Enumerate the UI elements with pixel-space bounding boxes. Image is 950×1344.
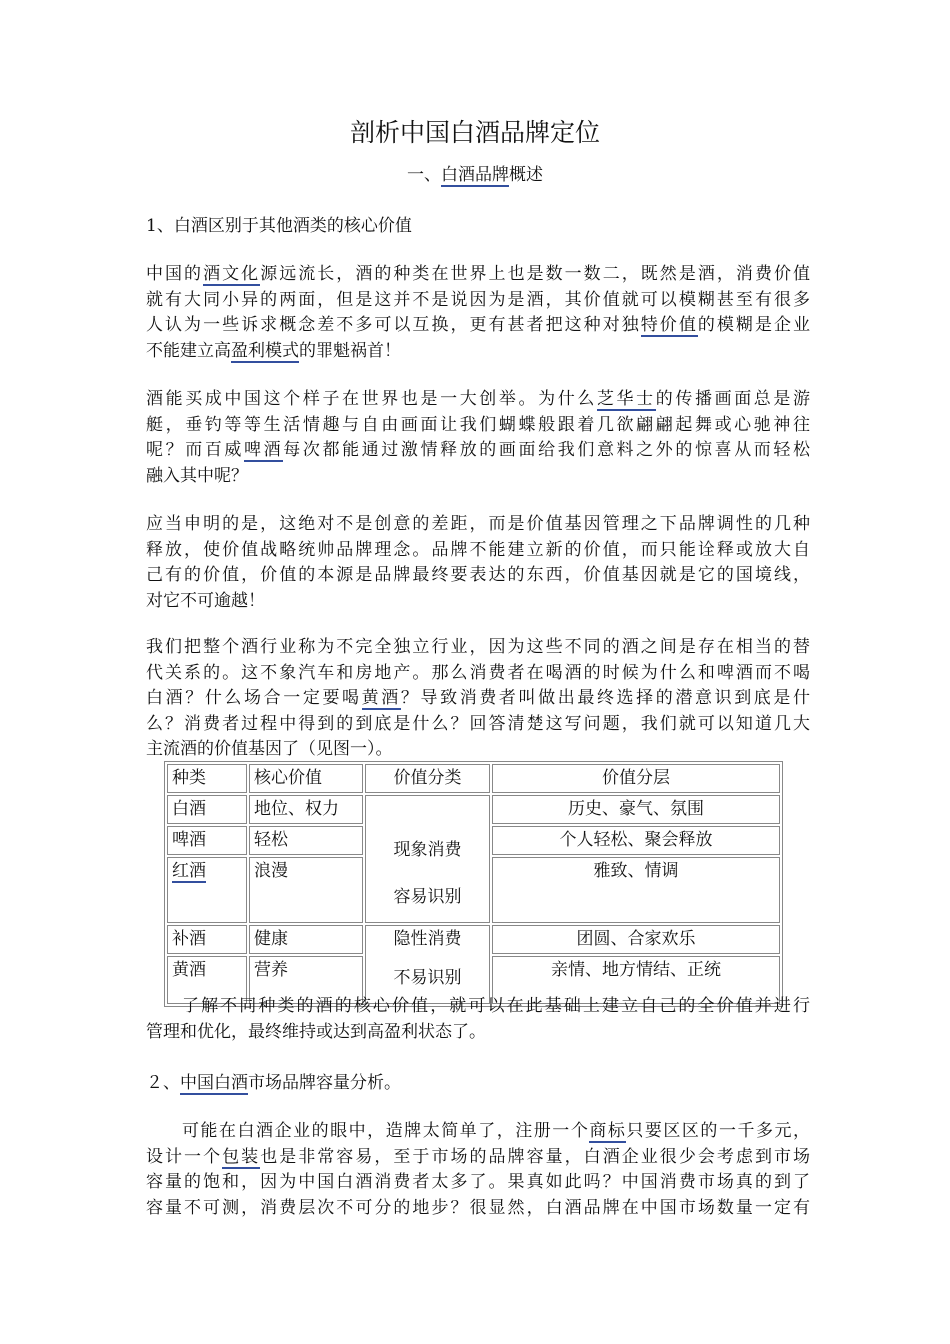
link-wine-culture[interactable]: 酒文化: [203, 264, 261, 284]
text-line: 己有的价值，价值的本源是品牌最终要表达的东西，价值基因就是它的国境线，: [146, 565, 810, 586]
header-cell: 核心价值: [249, 764, 363, 793]
text-line: 么？消费者过程中得到的到底是什么？回答清楚这写问题，我们就可以知道几大: [146, 713, 810, 734]
core-cell: 健康: [249, 925, 363, 954]
text-line: 管理和优化，最终维持或达到高盈利状态了。: [146, 1021, 486, 1042]
text-line: 不能建立高盈利模式的罪魁祸首！: [146, 340, 401, 361]
value-gene-table: [164, 761, 783, 1007]
link-red-wine[interactable]: 红酒: [172, 861, 206, 881]
layer-cell: 个人轻松、聚会释放: [492, 826, 780, 855]
text-line: 设计一个包装也是非常容易，至于市场的品牌容量，白酒企业很少会考虑到市场: [146, 1146, 811, 1167]
link-yellow-wine[interactable]: 黄酒: [361, 688, 401, 709]
core-cell: 地位、权力: [249, 795, 363, 824]
paragraph-5: [146, 994, 810, 1045]
link-profit-model[interactable]: 盈利模式: [231, 340, 299, 361]
table-row: [167, 795, 780, 824]
text-line: 容量不可测，消费层次不可分的地步？很显然，白酒品牌在中国市场数量一定有: [146, 1197, 810, 1218]
text-line: 释放，使价值战略统帅品牌理念。品牌不能建立新的价值，而只能诠释或放大自: [146, 539, 810, 560]
category-cell-b: 隐性消费 不易识别: [365, 925, 490, 1004]
subheading-2: ２、中国白酒市场品牌容量分析。: [146, 1073, 401, 1093]
text-line: 人认为一些诉求概念差不多可以互换，更有甚者把这种对独特价值的模糊是企业: [146, 315, 811, 336]
text-line: 融入其中呢？: [146, 465, 248, 486]
table-header-row: [167, 764, 780, 793]
link-packaging[interactable]: 包装: [222, 1146, 261, 1167]
link-chivas[interactable]: 芝华士: [596, 389, 656, 409]
paragraph-4: [146, 635, 810, 763]
section-heading-1: [0, 162, 950, 188]
text-line: 白酒？什么场合一定要喝黄酒？导致消费者叫做出最终选择的潜意识到底是什: [146, 688, 811, 709]
header-cell: 种类: [167, 764, 247, 793]
text-line: 可能在白酒企业的眼中，造牌太简单了，注册一个商标只要区区的一千多元，: [182, 1121, 811, 1141]
link-baijiu-brand[interactable]: 白酒品牌: [441, 165, 509, 185]
text-line: 酒能买成中国这个样子在世界也是一大创举。为什么芝华士的传播画面总是游: [146, 389, 811, 409]
text-line: 艇，垂钓等等生活情趣与自由画面让我们蝴蝶般跟着几欲翩翩起舞或心驰神往: [146, 414, 810, 435]
text-line: 容量的饱和，因为中国白酒消费者太多了。果真如此吗？中国消费市场真的到了: [146, 1172, 810, 1193]
text-line: 对它不可逾越！: [146, 590, 265, 611]
text-line: 我们把整个酒行业称为不完全独立行业，因为这些不同的酒之间是存在相当的替: [146, 637, 810, 657]
paragraph-2: [146, 387, 810, 489]
layer-cell: 雅致、情调: [492, 857, 780, 923]
link-trademark[interactable]: 商标: [589, 1121, 627, 1141]
text-line: 主流酒的价值基因了（见图一）。: [146, 739, 393, 760]
link-beer[interactable]: 啤酒: [244, 440, 284, 461]
core-cell: 营养: [249, 956, 363, 1004]
text-line: 应当申明的是，这绝对不是创意的差距，而是价值基因管理之下品牌调性的几种: [146, 514, 810, 534]
paragraph-6: [146, 1119, 810, 1221]
text-line: 了解不同种类的酒的核心价值，就可以在此基础上建立自己的全价值并进行: [182, 996, 810, 1016]
paragraph-1: [146, 262, 810, 364]
text-line: 就有大同小异的两面，但是这并不是说因为是酒，其价值就可以模糊甚至有很多: [146, 289, 810, 310]
subheading-1: 1、白酒区别于其他酒类的核心价值: [146, 216, 412, 236]
layer-cell: 亲情、地方情结、正统: [492, 956, 780, 1004]
header-cell: 价值分类: [365, 764, 490, 793]
core-cell: 浪漫: [249, 857, 363, 923]
link-unique-value[interactable]: 特价值: [640, 315, 698, 336]
section-suffix: 概述: [509, 165, 543, 185]
text-line: 代关系的。这不象汽车和房地产。那么消费者在喝酒的时候为什么和啤酒而不喝: [146, 662, 810, 683]
kind-cell: [167, 857, 247, 923]
header-cell: 价值分层: [492, 764, 780, 793]
text-line: 中国的酒文化源远流长，酒的种类在世界上也是数一数二，既然是酒，消费价值: [146, 264, 811, 284]
kind-cell: 黄酒: [167, 956, 247, 1004]
text-line: 呢？而百威啤酒每次都能通过激情释放的画面给我们意料之外的惊喜从而轻松: [146, 440, 811, 461]
layer-cell: 团圆、合家欢乐: [492, 925, 780, 954]
link-chinese-baijiu[interactable]: 中国白酒: [180, 1073, 248, 1093]
document-title: 剖析中国白酒品牌定位: [349, 118, 600, 147]
section-prefix: 一、: [407, 165, 441, 185]
kind-cell: 啤酒: [167, 826, 247, 855]
core-cell: 轻松: [249, 826, 363, 855]
kind-cell: 白酒: [167, 795, 247, 824]
layer-cell: 历史、豪气、氛围: [492, 795, 780, 824]
paragraph-3: [146, 512, 810, 614]
category-cell-a: 现象消费 容易识别: [365, 795, 490, 923]
kind-cell: 补酒: [167, 925, 247, 954]
table-row: [167, 925, 780, 954]
